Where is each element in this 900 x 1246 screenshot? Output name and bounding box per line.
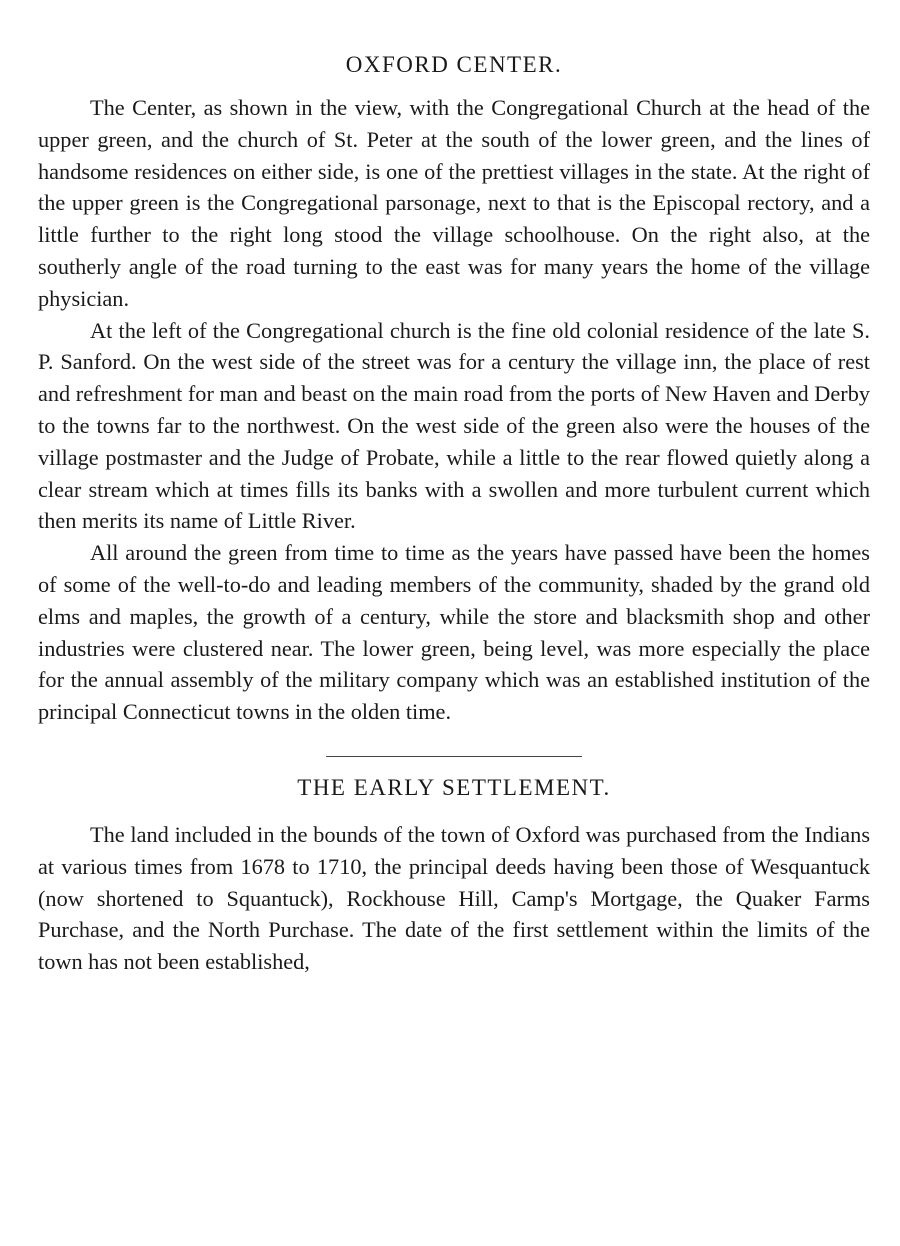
section-title-oxford-center: OXFORD CENTER. <box>345 52 563 77</box>
paragraph: At the left of the Congregational church is the fine old colonial residence of the late S. P. Sanford. On the west side of the street was for a century the village inn, the place of rest and refreshment for man and beast on the main road from the ports of New Haven and Derby to the towns far to the northwest. On the west side of the green also were the houses of the village postmaster and the Judge of Probate, while a little to the rear flowed quietly along a clear stream which at times fills its banks with a swollen and more turbulent current which then merits its name of Little River. <box>38 317 870 534</box>
paragraph: All around the green from time to time as the years have passed have been the homes of some of the well-to-do and leading members of the community, shaded by the grand old elms and maples, the growth of a century, while the store and blacksmith shop and other industries were clustered near. The lower green, being level, was more especially the place for the annual assembly of the military company which was an established institution of the principal Connecticut towns in the olden time. <box>38 540 870 725</box>
paragraph: The land included in the bounds of the town of Oxford was purchased from the Indians at various times from 1678 to 1710, the principal deeds having been those of Wesquantuck (now shortened to Squantuck), Rockhouse Hill, Camp's Mortgage, the Quaker Farms Purchase, and the North Purchase. The date of the first settlement within the limits of the town has not been established, <box>38 821 870 975</box>
document-page <box>38 52 870 978</box>
paragraph: The Center, as shown in the view, with the Congregational Church at the head of the upper green, and the church of St. Peter at the south of the lower green, and the lines of handsome residences on either side, is one of the prettiest villages in the state. At the right of the upper green is the Congregational parsonage, next to that is the Episcopal rectory, and a little further to the right long stood the village schoolhouse. On the right also, at the southerly angle of the road turning to the east was for many years the home of the village physician. <box>38 95 870 311</box>
section-title-early-settlement: THE EARLY SETTLEMENT. <box>297 774 611 800</box>
section-divider <box>326 756 582 757</box>
